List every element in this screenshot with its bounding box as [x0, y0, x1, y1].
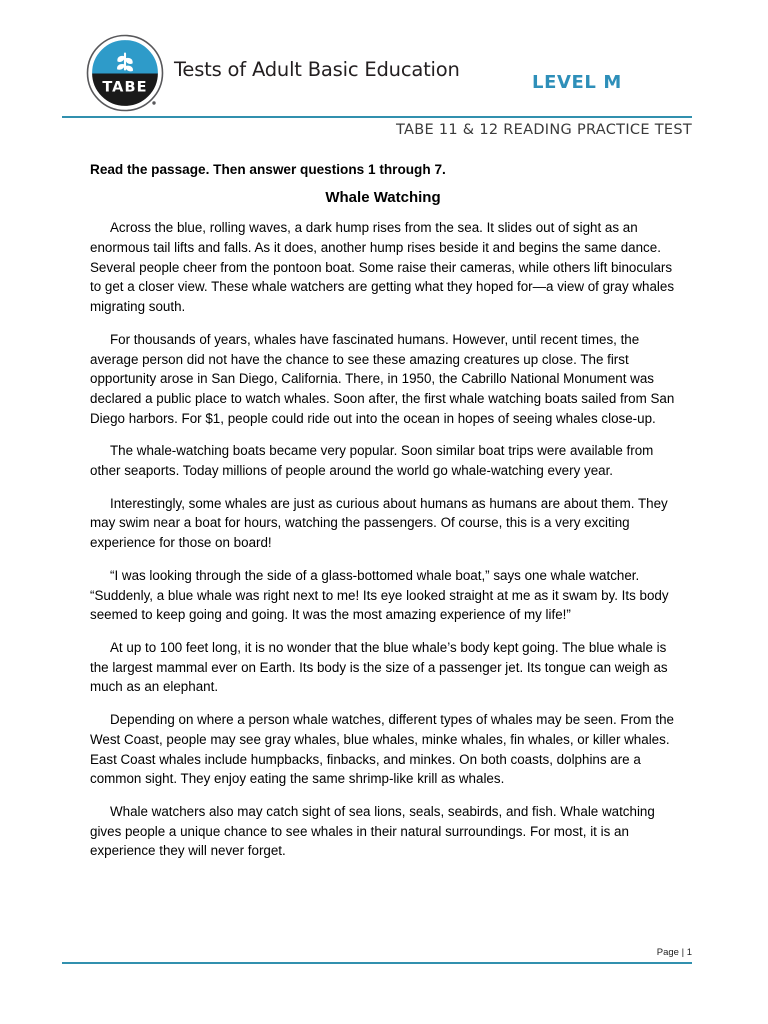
header-subtitle: TABE 11 & 12 READING PRACTICE TEST	[395, 122, 692, 138]
page-footer	[62, 948, 692, 964]
footer-divider-rule	[62, 962, 692, 964]
brand-title: Tests of Adult Basic Education	[174, 58, 460, 81]
passage-paragraph: For thousands of years, whales have fascinated humans. However, until recent times, the average person did not have the chance to see these amazing creatures up close. The first opportunity arose in San Diego, California. There, in 1950, the Cabrillo National Monument was declared a public place to watch whales. Soon after, the first whale watching boats sailed from San Diego harbors. For $1, people could ride out into the ocean in hopes of seeing whales close-up.	[90, 331, 675, 426]
instruction-text: Read the passage. Then answer questions 1 through 7.	[90, 162, 446, 177]
tabe-sprout-logo-icon	[86, 34, 164, 112]
passage-paragraph: Whale watchers also may catch sight of sea lions, seals, seabirds, and fish. Whale watching gives people a unique chance to see whales in their natural surroundings. For most, it is an experience they will never forget.	[90, 803, 655, 859]
passage-paragraph: “I was looking through the side of a glass-bottomed whale boat,” says one whale watcher. “Suddenly, a blue whale was right next to me! Its eye looked straight at me as it swam by. Its body seemed to keep going and going. It was the most amazing experience of my life!”	[90, 567, 669, 623]
brand-row	[62, 30, 692, 122]
svg-text:TABE: TABE	[102, 79, 148, 96]
passage-content	[90, 161, 676, 874]
passage-paragraph: Interestingly, some whales are just as curious about humans as humans are about them. They may swim near a boat for hours, watching the passengers. Of course, this is a very exciting experience for those on board!	[90, 495, 668, 551]
passage-paragraph: Across the blue, rolling waves, a dark hump rises from the sea. It slides out of sight as an enormous tail lifts and falls. As it does, another hump rises beside it and begins the same dance. Several people cheer from the pontoon boat. Some raise their cameras, while others lift binoculars to get a closer view. These whale watchers are getting what they hoped for—a view of gray whales migrating south.	[90, 220, 675, 315]
level-badge: LEVEL M	[532, 72, 622, 93]
passage-paragraph: Depending on where a person whale watches, different types of whales may be seen. From the West Coast, people may see gray whales, blue whales, minke whales, fin whales, or killer whales. East Coast whales include humpbacks, finbacks, and minkes. On both coasts, dolphins are a common sight. They enjoy eating the same shrimp-like krill as whales.	[90, 712, 674, 787]
passage-title: Whale Watching	[325, 189, 441, 207]
header-divider-rule	[62, 116, 692, 118]
page-header	[62, 30, 692, 140]
passage-paragraph: The whale-watching boats became very popular. Soon similar boat trips were available from other seaports. Today millions of people around the world go whale-watching every year.	[90, 443, 654, 479]
passage-paragraph: At up to 100 feet long, it is no wonder that the blue whale’s body kept going. The blue whale is the largest mammal ever on Earth. Its body is the size of a passenger jet. Its tongue can weigh as much as an elephant.	[90, 640, 668, 695]
page-number: Page | 1	[656, 947, 692, 958]
